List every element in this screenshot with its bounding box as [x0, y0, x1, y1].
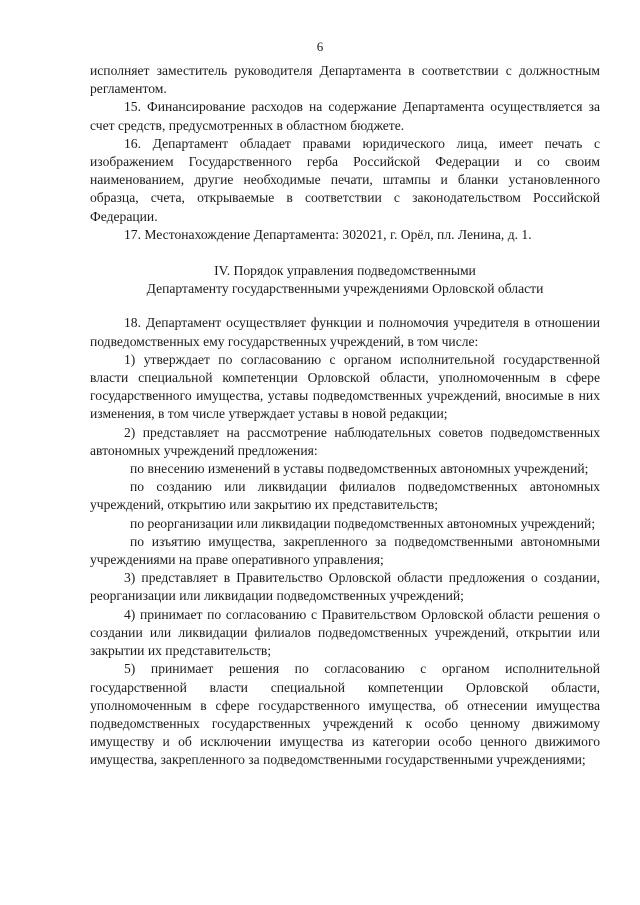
paragraph-16: 16. Департамент обладает правами юридического лица, имеет печать с изображением Государственного герба Российской Федерации и со своим наименованием, другие необходимые печати, штампы и бланки установленного образца, счета, открываемые в соответствии с законодательством Российской Федерации. [90, 135, 600, 224]
list-item-3: 3) представляет в Правительство Орловской области предложения о создании, реорганизации или ликвидации подведомственных учреждений; [90, 570, 600, 604]
list-item-5: 5) принимает решения по согласованию с органом исполнительной государственной власти специальной компетенции Орловской области, уполномоченным в сфере государственного имущества, об отнесении имущества подведомственных государственных учреждений к особо ценному движимому имуществу и об исключении имущества из категории особо ценного движимого имущества, закрепленного за подведомственными государственными учреждениями; [90, 661, 600, 768]
section-heading [90, 262, 600, 298]
list-item-2: 2) представляет на рассмотрение наблюдательных советов подведомственных автономных учреждений предложения: [90, 424, 600, 458]
section-heading-line-1: IV. Порядок управления подведомственными [214, 263, 476, 279]
list-item-1: 1) утверждает по согласованию с органом исполнительной государственной власти специальной компетенции Орловской области, уполномоченным в сфере государственного имущества, уставы подведомственных учреждений, вносимые в них изменения, в том числе утверждает уставы в новой редакции; [90, 351, 600, 422]
paragraph-continuation: исполняет заместитель руководителя Департамента в соответствии с должностным регламентом. [90, 63, 600, 97]
sub-item-branches: по созданию или ликвидации филиалов подведомственных автономных учреждений, открытию или закрытию их представительств; [90, 479, 600, 513]
document-body [90, 62, 600, 770]
sub-item-reorganization: по реорганизации или ликвидации подведомственных автономных учреждений; [130, 515, 596, 531]
section-heading-line-2: Департаменту государственными учреждениями Орловской области [146, 281, 544, 297]
paragraph-15: 15. Финансирование расходов на содержание Департамента осуществляется за счет средств, предусмотренных в областном бюджете. [90, 99, 600, 133]
sub-item-amend-statutes: по внесению изменений в уставы подведомственных автономных учреждений; [130, 461, 589, 477]
sub-item-property-withdrawal: по изъятию имущества, закрепленного за подведомственными автономными учреждениями на праве оперативного управления; [90, 533, 600, 568]
page-number: 6 [316, 39, 324, 54]
list-item-4: 4) принимает по согласованию с Правительством Орловской области решения о создании или ликвидации филиалов подведомственных учреждений, открытии или закрытии их представительств; [90, 606, 600, 659]
paragraph-18: 18. Департамент осуществляет функции и полномочия учредителя в отношении подведомственных ему государственных учреждений, в том числе: [90, 315, 600, 349]
paragraph-17: 17. Местонахождение Департамента: 302021, г. Орёл, пл. Ленина, д. 1. [124, 226, 532, 242]
